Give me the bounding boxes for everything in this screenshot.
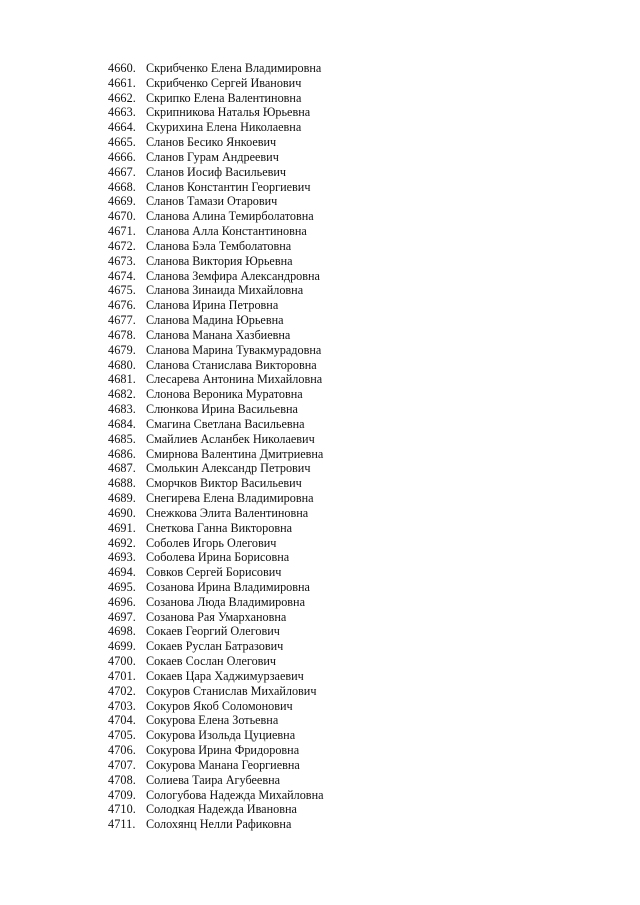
entry-number: 4693. [108, 550, 136, 565]
entry-name: Снеткова Ганна Викторовна [146, 520, 293, 535]
entry-name: Сланова Станислава Викторовна [146, 357, 317, 372]
entry-number: 4710. [108, 802, 136, 817]
entry-number: 4704. [108, 713, 136, 728]
entry-number: 4679. [108, 342, 136, 357]
list-item [108, 417, 324, 432]
entry-name: Созанова Люда Владимировна [146, 594, 305, 609]
entry-number: 4676. [108, 298, 136, 313]
entry-name: Солодкая Надежда Ивановна [146, 802, 297, 817]
entry-number: 4700. [108, 654, 136, 669]
entry-name: Смайлиев Асланбек Николаевич [146, 431, 315, 446]
list-item [108, 61, 324, 76]
entry-number: 4664. [108, 120, 136, 135]
list-item [108, 728, 324, 743]
entry-number: 4673. [108, 253, 136, 268]
list-item [108, 239, 324, 254]
entry-name: Сланов Гурам Андреевич [146, 149, 279, 164]
list-item [108, 506, 324, 521]
list-item [108, 758, 324, 773]
list-item [108, 105, 324, 120]
list-item [108, 298, 324, 313]
entry-name: Скрипко Елена Валентиновна [146, 90, 302, 105]
entry-name: Смагина Светлана Васильевна [146, 416, 305, 431]
list-item [108, 595, 324, 610]
entry-name: Скрибченко Елена Владимировна [146, 61, 322, 75]
entry-name: Соболев Игорь Олегович [146, 535, 277, 550]
list-item [108, 432, 324, 447]
entry-number: 4665. [108, 135, 136, 150]
list-item [108, 476, 324, 491]
entry-number: 4702. [108, 683, 136, 698]
list-item [108, 372, 324, 387]
entry-name: Сокурова Елена Зотьевна [146, 713, 279, 728]
list-item [108, 91, 324, 106]
entry-name: Сокурова Манана Георгиевна [146, 757, 300, 772]
list-item [108, 669, 324, 684]
list-item [108, 120, 324, 135]
list-item [108, 76, 324, 91]
entry-number: 4667. [108, 164, 136, 179]
entry-number: 4674. [108, 268, 136, 283]
entry-name: Слесарева Антонина Михайловна [146, 372, 323, 387]
entry-name: Сокурова Ирина Фридоровна [146, 743, 300, 758]
entry-number: 4705. [108, 728, 136, 743]
list-item [108, 402, 324, 417]
entry-number: 4699. [108, 639, 136, 654]
entry-number: 4696. [108, 594, 136, 609]
entry-name: Сокурова Изольда Цуциевна [146, 728, 296, 743]
entry-name: Солохянц Нелли Рафиковна [146, 817, 292, 832]
entry-number: 4669. [108, 194, 136, 209]
entry-number: 4678. [108, 327, 136, 342]
entry-number: 4687. [108, 461, 136, 476]
entry-number: 4682. [108, 387, 136, 402]
list-item [108, 313, 324, 328]
entry-name: Скрибченко Сергей Иванович [146, 75, 302, 90]
list-item [108, 180, 324, 195]
entry-name: Сланова Мадина Юрьевна [146, 313, 284, 328]
list-item [108, 358, 324, 373]
entry-name: Сланова Зинаида Михайловна [146, 283, 304, 298]
list-item [108, 135, 324, 150]
entry-number: 4683. [108, 402, 136, 417]
entry-number: 4677. [108, 313, 136, 328]
list-item [108, 610, 324, 625]
entry-name: Сланова Алина Темирболатовна [146, 209, 314, 224]
entry-name: Скрипникова Наталья Юрьевна [146, 105, 311, 120]
list-item [108, 639, 324, 654]
entry-number: 4675. [108, 283, 136, 298]
list-item [108, 254, 324, 269]
entry-number: 4711. [108, 817, 136, 832]
list-item [108, 565, 324, 580]
list-item [108, 387, 324, 402]
entry-number: 4681. [108, 372, 136, 387]
entry-name: Сморчков Виктор Васильевич [146, 476, 302, 491]
entry-number: 4661. [108, 75, 136, 90]
list-item [108, 521, 324, 536]
list-item [108, 269, 324, 284]
list-item [108, 343, 324, 358]
list-item [108, 802, 324, 817]
entry-number: 4707. [108, 757, 136, 772]
list-item [108, 773, 324, 788]
entry-name: Сланова Алла Константиновна [146, 224, 307, 239]
list-item [108, 328, 324, 343]
entry-number: 4660. [108, 61, 136, 75]
list-item [108, 536, 324, 551]
list-item [108, 817, 324, 832]
entry-name: Созанова Рая Умархановна [146, 609, 287, 624]
list-item [108, 743, 324, 758]
entry-number: 4670. [108, 209, 136, 224]
list-item [108, 209, 324, 224]
entry-name: Сокаев Руслан Батразович [146, 639, 284, 654]
entry-name: Созанова Ирина Владимировна [146, 579, 310, 594]
entry-name: Сланова Ирина Петровна [146, 298, 279, 313]
entry-name: Слонова Вероника Муратовна [146, 387, 303, 402]
entry-number: 4703. [108, 698, 136, 713]
entry-name: Сокаев Сослан Олегович [146, 654, 277, 669]
entry-name: Сланов Иосиф Васильевич [146, 164, 287, 179]
entry-number: 4684. [108, 416, 136, 431]
entry-name: Сланова Виктория Юрьевна [146, 253, 293, 268]
entry-number: 4663. [108, 105, 136, 120]
entry-name: Сланова Манана Хазбиевна [146, 327, 291, 342]
entry-name: Сокаев Георгий Олегович [146, 624, 280, 639]
entry-number: 4701. [108, 668, 136, 683]
entry-number: 4668. [108, 179, 136, 194]
list-item [108, 624, 324, 639]
entry-number: 4709. [108, 787, 136, 802]
entry-name: Снегирева Елена Владимировна [146, 491, 314, 506]
entry-number: 4708. [108, 772, 136, 787]
entry-name: Сокуров Станислав Михайлович [146, 683, 317, 698]
entry-name: Совков Сергей Борисович [146, 565, 282, 580]
entry-number: 4695. [108, 579, 136, 594]
entry-name: Смолькин Александр Петрович [146, 461, 311, 476]
list-item [108, 461, 324, 476]
entry-name: Сланова Марина Тувакмурадовна [146, 342, 322, 357]
entry-name: Смирнова Валентина Дмитриевна [146, 446, 324, 461]
list-item [108, 447, 324, 462]
entry-name: Сокуров Якоб Соломонович [146, 698, 293, 713]
list-item [108, 788, 324, 803]
entry-name: Сокаев Цара Хаджимурзаевич [146, 668, 304, 683]
entry-number: 4662. [108, 90, 136, 105]
list-item [108, 165, 324, 180]
entry-number: 4672. [108, 238, 136, 253]
entry-name: Сланова Бэла Темболатовна [146, 238, 292, 253]
name-list [108, 61, 324, 832]
entry-name: Снежкова Элита Валентиновна [146, 505, 309, 520]
entry-name: Сланова Земфира Александровна [146, 268, 320, 283]
entry-number: 4698. [108, 624, 136, 639]
list-item [108, 550, 324, 565]
entry-name: Соболева Ирина Борисовна [146, 550, 290, 565]
entry-number: 4685. [108, 431, 136, 446]
entry-number: 4690. [108, 505, 136, 520]
list-item [108, 699, 324, 714]
entry-number: 4671. [108, 224, 136, 239]
entry-number: 4689. [108, 491, 136, 506]
entry-number: 4680. [108, 357, 136, 372]
entry-number: 4686. [108, 446, 136, 461]
entry-number: 4692. [108, 535, 136, 550]
entry-number: 4666. [108, 149, 136, 164]
list-item [108, 150, 324, 165]
entry-name: Сланов Бесико Янкоевич [146, 135, 277, 150]
list-item [108, 491, 324, 506]
list-item [108, 713, 324, 728]
entry-name: Слюнкова Ирина Васильевна [146, 402, 298, 417]
list-item [108, 283, 324, 298]
entry-number: 4691. [108, 520, 136, 535]
entry-name: Сланов Тамази Отарович [146, 194, 278, 209]
entry-name: Скурихина Елена Николаевна [146, 120, 302, 135]
entry-name: Солиева Таира Агубеевна [146, 772, 281, 787]
entry-number: 4706. [108, 743, 136, 758]
list-item [108, 224, 324, 239]
list-item [108, 684, 324, 699]
list-item [108, 654, 324, 669]
entry-name: Сланов Константин Георгиевич [146, 179, 311, 194]
entry-name: Сологубова Надежда Михайловна [146, 787, 324, 802]
list-item [108, 194, 324, 209]
entry-number: 4694. [108, 565, 136, 580]
list-item [108, 580, 324, 595]
entry-number: 4697. [108, 609, 136, 624]
entry-number: 4688. [108, 476, 136, 491]
